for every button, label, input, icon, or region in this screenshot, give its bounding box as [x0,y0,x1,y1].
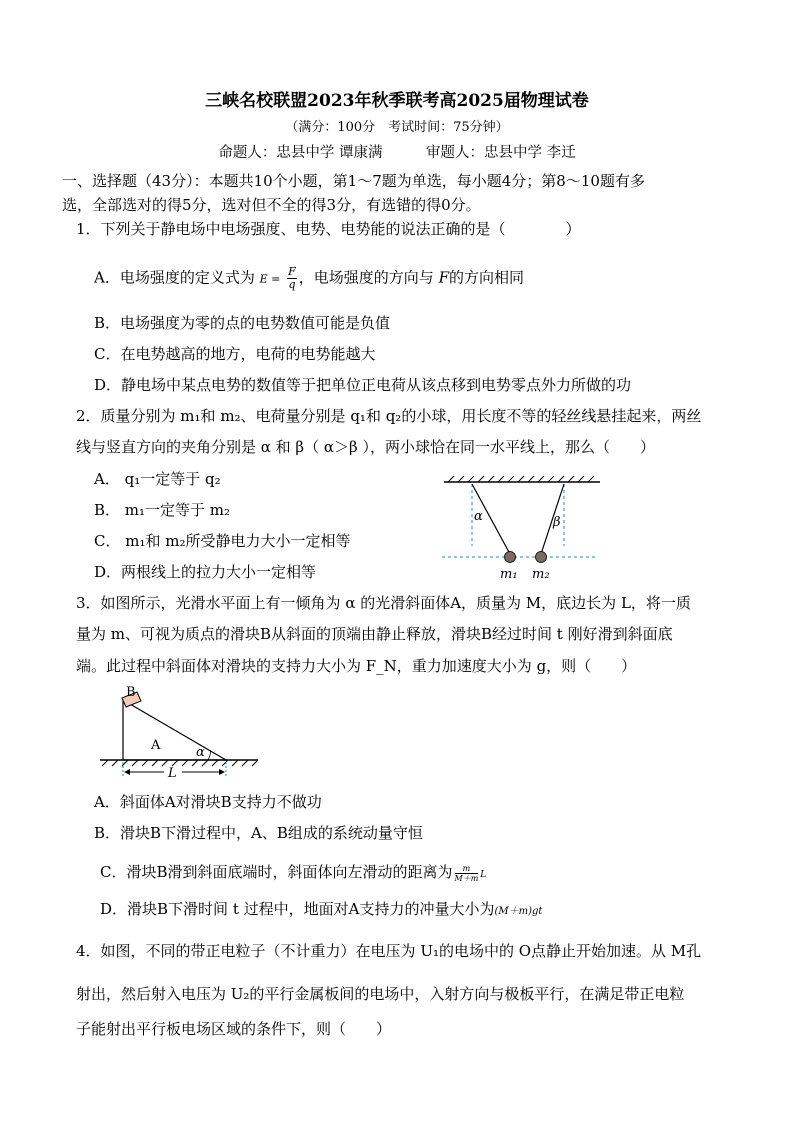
q3-option-c [100,862,486,885]
q3-option-a: A．斜面体A对滑块B支持力不做功 [94,793,322,811]
q1-option-a-mid: ，电场强度的方向与 [298,268,434,287]
q2-option-d: D．两根线上的拉力大小一定相等 [94,563,317,581]
q3-figure [96,684,266,782]
q3-label-L: L [168,766,177,781]
q3-incline-A [123,700,226,760]
q2-ball-m1 [505,552,516,563]
q2-option-a: A． q₁一定等于 q₂ [94,470,221,488]
q1-option-a-var: F [438,268,450,287]
q2-label-beta: β [553,515,561,530]
q4-stem-line2: 射出，然后射入电压为 U₂的平行金属板间的电场中，入射方向与极板平行，在满足带正电粒 [76,985,685,1003]
q3-option-b: B．滑块B下滑过程中，A、B组成的系统动量守恒 [94,824,423,842]
q3-stem-line2: 量为 m、可视为质点的滑块B从斜面的顶端由静止释放，滑块B经过时间 t 刚好滑到斜面底 [76,625,673,643]
q3-label-A: A [151,738,161,753]
q3-option-d-text: D．滑块B下滑时间 t 过程中，地面对A支持力的冲量大小为 [100,900,495,918]
exam-subtitle: （满分：100分 考试时间：75分钟） [285,120,509,135]
q2-ceiling-hatch [448,476,594,482]
author-line: 命题人：忠县中学 谭康满 审题人：忠县中学 李迁 [218,145,576,161]
q2-ball-m2 [536,552,547,563]
q3-stem-line3: 端。此过程中斜面体对滑块的支持力大小为 F_N，重力加速度大小为 g，则（ ） [76,657,637,675]
q1-formula-fraction [287,266,297,291]
q3-option-c-var: L [480,870,487,880]
q2-label-m1: m₁ [500,567,518,582]
q1-option-c: C．在电势越高的地方，电荷的电势能越大 [94,345,376,363]
q4-stem-line3: 子能射出平行板电场区域的条件下，则（ ） [76,1020,392,1038]
section-intro-line1: 一、选择题（43分）：本题共10个小题，第1～7题为单选，每小题4分；第8～10题有多 [62,172,645,190]
q1-option-a-post: 的方向相同 [449,268,525,287]
q1-fraction-num: F [288,265,296,278]
q3-label-B: B [126,685,136,700]
q1-formula-lhs: E = [259,272,281,286]
q3-angle-arc [208,751,211,760]
q2-stem-line1: 2．质量分别为 m₁和 m₂、电荷量分别是 q₁和 q₂的小球，用长度不等的轻丝线悬挂起来，两丝 [76,407,702,425]
q1-option-d: D．静电场中某点电势的数值等于把单位正电荷从该点移到电势零点外力所做的功 [94,376,632,394]
q1-option-a [94,266,524,291]
q3-dim-arrow-left [124,769,130,775]
q1-stem: 1．下列关于静电场中电场强度、电势、电势能的说法正确的是（ ） [76,220,581,238]
exam-title: 三峡名校联盟2023年秋季联考高2025届物理试卷 [205,91,589,111]
q3-option-c-fraction [455,864,479,883]
q3-fraction-den: M＋m [454,873,479,883]
q3-option-c-text: C．滑块B滑到斜面底端时，斜面体向左滑动的距离为 [100,863,453,881]
q2-stem-line2: 线与竖直方向的夹角分别是 α 和 β（ α＞β ），两小球恰在同一水平线上，那么（ ） [76,438,655,456]
q2-label-m2: m₂ [532,567,550,582]
q3-option-d-expr: (M＋m)gt [494,906,543,917]
q3-ground-hatch [102,760,258,766]
q3-label-alpha: α [196,745,205,760]
q2-figure [440,474,604,586]
q3-fraction-num: m [455,864,479,874]
q2-label-alpha: α [474,509,483,524]
q4-stem-line1: 4．如图，不同的带正电粒子（不计重力）在电压为 U₁的电场中的 O点静止开始加速。从 M孔 [76,942,702,960]
q2-option-c: C． m₁和 m₂所受静电力大小一定相等 [94,532,351,550]
q3-stem-line1: 3．如图所示，光滑水平面上有一倾角为 α 的光滑斜面体A，质量为 M，底边长为 L，将一质 [76,594,691,612]
q3-option-d [100,899,542,922]
q2-option-b: B． m₁一定等于 m₂ [94,501,231,519]
q1-option-a-text: A．电场强度的定义式为 [94,268,255,287]
q1-fraction-den: q [288,278,296,291]
q1-option-b: B．电场强度为零的点的电势数值可能是负值 [94,314,391,332]
section-intro-line2: 选，全部选对的得5分，选对但不全的得3分，有选错的得0分。 [62,196,481,214]
q3-dim-arrow-right [219,769,225,775]
